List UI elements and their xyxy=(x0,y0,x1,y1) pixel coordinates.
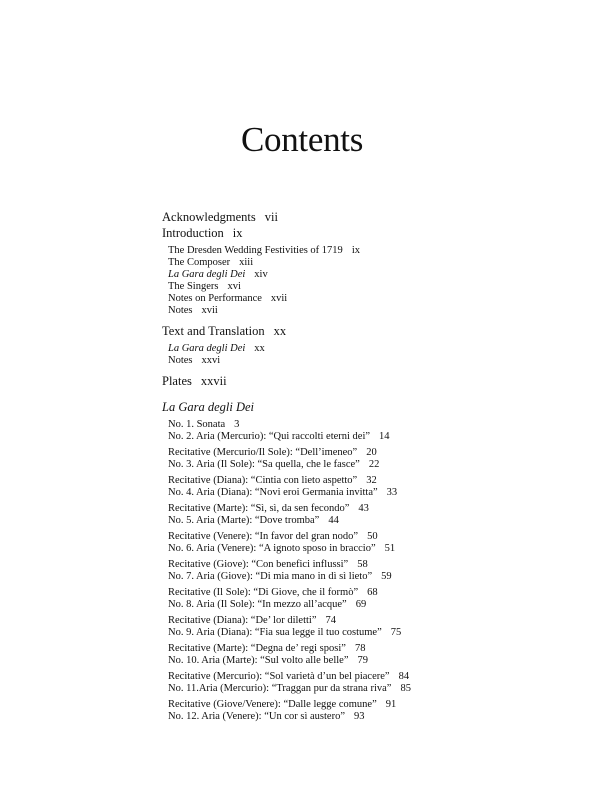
entry-page: xxvii xyxy=(200,374,227,388)
toc-entry-acknowledgments xyxy=(162,209,582,225)
entry-page: 58 xyxy=(357,559,368,570)
list-item xyxy=(162,543,582,555)
toc-subentry xyxy=(162,355,582,367)
entry-label: Recitative (Marte): “Sì, sì, da sen fecondo” xyxy=(168,503,350,514)
toc-entry-text-and-translation xyxy=(162,323,582,339)
list-item xyxy=(162,643,582,655)
list-item xyxy=(162,531,582,543)
entry-label: La Gara degli Dei xyxy=(168,269,246,280)
entry-label: No. 7. Aria (Giove): “Di mia mano in dì sì lieto” xyxy=(168,571,373,582)
entry-label: Introduction xyxy=(162,226,224,240)
entry-label: No. 2. Aria (Mercurio): “Qui raccolti eterni dei” xyxy=(168,431,371,442)
entry-page: xvi xyxy=(227,281,241,292)
entry-label: No. 3. Aria (Il Sole): “Sa quella, che le fasce” xyxy=(168,459,360,470)
entry-page: xiii xyxy=(239,257,254,268)
entry-page: 59 xyxy=(381,571,392,582)
list-item xyxy=(162,671,582,683)
entry-page: 14 xyxy=(379,431,390,442)
entry-label: Recitative (Il Sole): “Di Giove, che il formò” xyxy=(168,587,359,598)
entry-page: ix xyxy=(351,245,360,256)
table-of-contents xyxy=(162,209,582,723)
toc-entry-introduction xyxy=(162,225,582,241)
entry-label: Notes xyxy=(168,355,193,366)
movement-list xyxy=(162,419,582,723)
list-item xyxy=(162,683,582,695)
entry-label: No. 1. Sonata xyxy=(168,419,226,430)
text-translation-subentries xyxy=(162,343,582,367)
list-item xyxy=(162,515,582,527)
entry-label: Recitative (Giove/Venere): “Dalle legge comune” xyxy=(168,699,377,710)
entry-label: Recitative (Mercurio): “Sol varietà d’un bel piacere” xyxy=(168,671,390,682)
entry-page: 20 xyxy=(366,447,377,458)
list-item xyxy=(162,431,582,443)
page-title: Contents xyxy=(240,120,364,159)
entry-label: Recitative (Diana): “Cintia con lieto aspetto” xyxy=(168,475,358,486)
toc-entry-plates xyxy=(162,373,582,389)
entry-label: No. 4. Aria (Diana): “Novi eroi Germania invitta” xyxy=(168,487,378,498)
entry-page: 84 xyxy=(398,671,410,682)
work-title: La Gara degli Dei xyxy=(162,400,255,414)
entry-page: xiv xyxy=(254,269,268,280)
entry-label: Recitative (Giove): “Con benefici influssi” xyxy=(168,559,349,570)
list-item xyxy=(162,419,582,431)
entry-label: Plates xyxy=(162,374,192,388)
entry-page: 75 xyxy=(390,627,402,638)
entry-label: Text and Translation xyxy=(162,324,265,338)
list-item xyxy=(162,487,582,499)
entry-label: No. 9. Aria (Diana): “Fia sua legge il tuo costume” xyxy=(168,627,382,638)
entry-label: No. 8. Aria (Il Sole): “In mezzo all’acque” xyxy=(168,599,347,610)
list-item xyxy=(162,459,582,471)
list-item xyxy=(162,615,582,627)
entry-label: The Dresden Wedding Festivities of 1719 xyxy=(168,245,343,256)
entry-label: Recitative (Venere): “In favor del gran nodo” xyxy=(168,531,359,542)
entry-page: xvii xyxy=(201,305,218,316)
entry-label: No. 5. Aria (Marte): “Dove tromba” xyxy=(168,515,320,526)
entry-label: La Gara degli Dei xyxy=(168,343,246,354)
list-item xyxy=(162,711,582,723)
entry-page: 44 xyxy=(328,515,339,526)
list-item xyxy=(162,599,582,611)
toc-subentry xyxy=(162,343,582,355)
entry-page: 91 xyxy=(385,699,397,710)
entry-page: xx xyxy=(254,343,265,354)
entry-page: 51 xyxy=(384,543,396,554)
list-item xyxy=(162,699,582,711)
entry-page: ix xyxy=(232,226,243,240)
entry-page: 68 xyxy=(367,587,378,598)
list-item xyxy=(162,447,582,459)
entry-label: No. 6. Aria (Venere): “A ignoto sposo in braccio” xyxy=(168,543,376,554)
toc-subentry xyxy=(162,269,582,281)
introduction-subentries xyxy=(162,245,582,317)
entry-page: 79 xyxy=(357,655,368,666)
entry-page: 50 xyxy=(367,531,378,542)
entry-page: 69 xyxy=(355,599,367,610)
list-item xyxy=(162,571,582,583)
entry-label: The Composer xyxy=(168,257,231,268)
list-item xyxy=(162,475,582,487)
entry-page: 78 xyxy=(354,643,366,654)
entry-label: Notes on Performance xyxy=(168,293,262,304)
entry-label: The Singers xyxy=(168,281,219,292)
toc-subentry xyxy=(162,257,582,269)
entry-label: No. 11.Aria (Mercurio): “Traggan pur da strana riva” xyxy=(168,683,392,694)
entry-label: No. 12. Aria (Venere): “Un cor sì austero” xyxy=(168,711,345,722)
entry-page: 93 xyxy=(353,711,365,722)
entry-page: 3 xyxy=(234,419,240,430)
toc-subentry xyxy=(162,245,582,257)
entry-page: xvii xyxy=(270,293,288,304)
list-item xyxy=(162,503,582,515)
entry-label: No. 10. Aria (Marte): “Sul volto alle belle” xyxy=(168,655,349,666)
entry-page: 22 xyxy=(368,459,380,470)
entry-label: Notes xyxy=(168,305,193,316)
entry-label: Recitative (Marte): “Degna de’ regi sposi” xyxy=(168,643,346,654)
entry-label: Recitative (Mercurio/Il Sole): “Dell’imeneo” xyxy=(168,447,358,458)
entry-label: Recitative (Diana): “De’ lor diletti” xyxy=(168,615,317,626)
entry-page: 33 xyxy=(386,487,398,498)
entry-page: vii xyxy=(264,210,278,224)
entry-page: 74 xyxy=(325,615,336,626)
toc-subentry xyxy=(162,293,582,305)
list-item xyxy=(162,559,582,571)
entry-label: Acknowledgments xyxy=(162,210,256,224)
entry-page: 43 xyxy=(358,503,369,514)
list-item xyxy=(162,587,582,599)
list-item xyxy=(162,627,582,639)
toc-subentry xyxy=(162,305,582,317)
entry-page: 32 xyxy=(366,475,377,486)
entry-page: 85 xyxy=(400,683,411,694)
entry-page: xxvi xyxy=(201,355,221,366)
toc-subentry xyxy=(162,281,582,293)
entry-page: xx xyxy=(273,324,287,338)
list-item xyxy=(162,655,582,667)
